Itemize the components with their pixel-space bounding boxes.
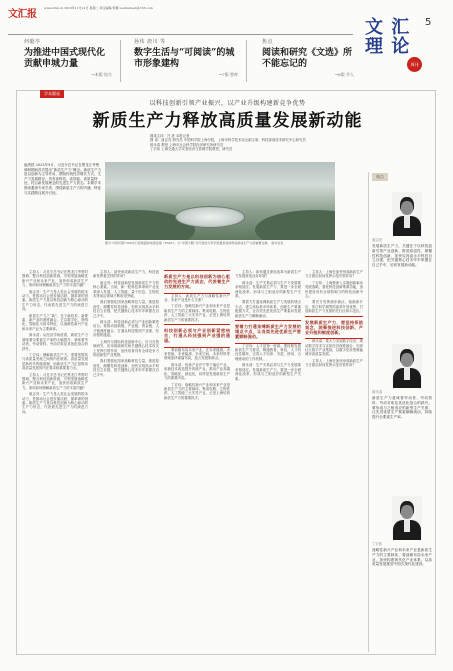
body-column-2 xyxy=(93,270,159,650)
body-paragraph: 主持人：如何通过深化改革为新质生产力发展营造良好环境？ xyxy=(235,270,301,279)
pull-quote: 发展新质生产力，要坚持系统观念，统筹推进科技创新、产业升级和制度创新。 xyxy=(305,316,363,340)
body-paragraph: 新质生产力之“新”，在于新技术、新要素、新产业的深度融合。它以数字化、网络化、智能化为基本特征，以战略性新兴产业和未来产业为主要载体。 xyxy=(22,313,88,331)
expert-portrait-2 xyxy=(392,344,422,388)
article-headline[interactable]: 新质生产力释放高质量发展新动能 xyxy=(92,111,363,131)
portrait-shirt xyxy=(404,520,410,532)
body-paragraph: 要着力打通束缚新质生产力发展的堵点卡点，建立高标准市场体系，创新生产要素配置方式，让各类先进优质生产要素向发展新质生产力顺畅流动。 xyxy=(235,300,301,318)
teaser-divider xyxy=(120,40,121,82)
teaser-ref: →7版·智库 xyxy=(218,72,238,77)
expert-portrait-1 xyxy=(392,192,422,236)
teaser-title: 阅读和研究《文选》所不能忘记的 xyxy=(262,48,353,69)
teaser-3[interactable] xyxy=(262,38,354,84)
body-paragraph: 丁宏伟：理解新质生产力，需要把握其与高质量发展之间的内在联系。高质量发展是新时代的硬道理，而新质生产力正是推动高质量发展的内在要求和重要着力点。 xyxy=(22,352,88,371)
expert-quote-2: 新质生产力意味着劳动者、劳动资料、劳动对象及其优化组合的跃升，要形成与之相适应的新型生产关系，让先进优质生产要素顺畅流动，持续提升全要素生产率。 xyxy=(372,396,432,420)
body-paragraph: 我们要强化国家战略科技力量，推进原创性、颠覆性科技创新，加快实现高水平科技自立自强，把关键核心技术牢牢掌握在自己手中。 xyxy=(93,359,159,377)
body-column-4 xyxy=(235,270,301,650)
newspaper-logo: 文汇报 xyxy=(8,9,37,20)
teaser-1[interactable] xyxy=(24,38,112,84)
byline-line: 圆 桌：唐志亮 研究员 中国科学院上海分院，上海市科学技术协会副主席，科技部高技术研究中心研究员 xyxy=(150,138,306,143)
body-paragraph: 主持人：习近平总书记在黑龙江考察时强调，整合科技创新资源，引领发展战略性新兴产业和未来产业，加快形成新质生产力。请问如何理解新质生产力的丰富内涵？ xyxy=(22,270,88,288)
teaser-author: 何毅亭 xyxy=(24,39,41,45)
expert-quote-3: 战略性新兴产业和未来产业是新质生产力的主要载体，要前瞻布局未来产业，加快构建现代化产业体系，以高质量发展推进中国式现代化建设。 xyxy=(372,548,432,567)
pull-quote: 要着力打通束缚新质生产力发展的堵点卡点，让各类先进优质生产要素顺畅流动。 xyxy=(235,320,301,344)
teaser-author: 焦点 xyxy=(262,39,274,45)
teaser-ref: →本版·综合 xyxy=(91,72,112,77)
portrait-face xyxy=(401,353,413,367)
body-column-5 xyxy=(305,270,363,650)
body-paragraph: 主持人：上海在加快形成新质生产力方面应如何发挥示范引领作用？ xyxy=(305,358,363,368)
body-paragraph: 薛永清：从经济学角度看，新质生产力意味着全要素生产率的大幅提升，意味着劳动者、劳动资料、劳动对象及其优化组合的跃升。 xyxy=(22,333,88,351)
pull-quote: 新质生产力是以科技创新为核心驱动的先进生产力质态，代表着生产力发展的方向。 xyxy=(164,270,230,294)
section-badge: 学术圆桌 xyxy=(40,90,64,98)
body-paragraph: 我们要强化国家战略科技力量，推进原创性、颠覆性科技创新，加快实现高水平科技自立自强，把关键核心技术牢牢掌握在自己手中。 xyxy=(93,300,159,318)
page-number: 5 xyxy=(425,17,432,28)
body-paragraph: 丁宏伟：上海要深入实施创新驱动发展战略，强化科技创新策源功能，加快建设具有全球影响力的科技创新中心。 xyxy=(305,280,363,299)
teaser-divider xyxy=(246,40,247,82)
fast-telescope-dish xyxy=(175,206,245,228)
teaser-author: 孙伟 唐川 等 xyxy=(134,39,166,45)
expert-quote-1: 发展新质生产力，关键在于以科技创新引领产业创新，推进原创性、颠覆性科技创新，加快实现高水平科技自立自强，把关键核心技术牢牢掌握在自己手中，培育发展新动能。 xyxy=(372,244,432,268)
portrait-shirt xyxy=(404,368,410,380)
portrait-face xyxy=(401,201,413,215)
weekly-seal: 周刊 xyxy=(407,57,422,72)
teaser-ref: →8版·学人 xyxy=(334,72,354,77)
section-brand-line1: 文 汇 xyxy=(365,17,411,38)
body-paragraph: 唐志亮：生产力是人类社会发展的根本动力，是推动社会进步最活跃、最革命的因素。新质生产力是以科技创新为核心驱动的生产力形态，代表着先进生产力的演进方向。 xyxy=(22,289,88,312)
byline-line: 圆桌主持：吕 进 本报记者 xyxy=(150,134,190,138)
body-paragraph: 丁宏伟：人才是第一资源。要按照发展新质生产力要求，畅通教育、科技、人才的良性循环，完善人才培养、引进、使用、合理流动的工作机制。 xyxy=(235,343,301,361)
body-paragraph: 薛永清：生产关系必须与生产力发展要求相适应。发展新质生产力，要进一步全面深化改革，形成与之相适应的新型生产关系。 xyxy=(235,280,301,299)
teaser-2[interactable] xyxy=(134,38,238,84)
byline-line: 丁宏伟 上海交通大学安泰经济与管理学院教授，研究员 xyxy=(150,147,233,152)
section-brand-line2: 理 论 xyxy=(365,36,411,57)
sidebar-tag: 观点 xyxy=(372,173,388,181)
expert-name-2: 薛永清 xyxy=(372,390,383,394)
body-paragraph: 唐志亮：科技创新是发展新质生产力的核心要素。当前，新一轮科技革命和产业变革深入发展，人工智能、量子信息、生物技术等前沿领域不断取得突破。 xyxy=(93,280,159,299)
body-paragraph: 丁宏伟：战略性新兴产业和未来产业是新质生产力的主要载体。集成电路、生物医药、人工智能三大先导产业，正是上海培育新质生产力的重要抓手。 xyxy=(164,304,230,322)
section-brand xyxy=(365,18,423,56)
body-paragraph: 丁宏伟：战略性新兴产业和未来产业是新质生产力的主要载体。集成电路、生物医药、人工智能三大先导产业，正是上海培育新质生产力的重要抓手。 xyxy=(164,382,230,400)
byline-line: 薛永清 教授 上海市社会科学院经济研究所研究员 xyxy=(150,142,224,147)
teaser-title: 为推进中国式现代化贡献申城力量 xyxy=(24,48,106,69)
photo-hill-right xyxy=(255,210,335,240)
body-paragraph: 薛永清：传统产业并不等于落后产业。用新技术改造提升传统产业，推动产业高端化、智能化、绿色化，同样是发展新质生产力的重要内容。 xyxy=(164,362,230,381)
article-byline xyxy=(150,134,350,152)
teaser-title: 数字生活与“可阅读”的城市形象建构 xyxy=(134,48,235,69)
body-paragraph: 上海作为国际科技创新中心，应当在基础研究、应用基础研究和关键核心技术攻关上发挥引领作用，加快培育具有全球竞争力的创新型产业集群。 xyxy=(93,339,159,357)
photo-caption: 图为“中国天眼”500米口径球面射电望远镜（FAST）。以“中国天眼”为代表的大科学装置是加快形成新质生产力的重要支撑。 新华社发 xyxy=(105,241,284,245)
expert-name-3: 丁宏伟 xyxy=(372,542,383,546)
article-kicker: 以科技创新引领产业振兴，以产业升级构建新竞争优势 xyxy=(149,100,306,107)
body-paragraph: 要充分发挥浦东新区、临港新片区、张江科学城等的改革开放优势，打造新质生产力发展的先行区和示范区。 xyxy=(305,300,363,314)
portrait-shirt xyxy=(404,216,410,228)
body-column-3 xyxy=(164,270,230,650)
body-paragraph: 薛永清：要大力发展数字经济，推动数字技术与实体经济深度融合，培育壮大数字产业集群，以数字化转型赋能城市高质量发展。 xyxy=(305,339,363,357)
body-column-1 xyxy=(22,270,88,650)
body-paragraph: 主持人：新质生产力与战略性新兴产业、未来产业是什么关系？ xyxy=(164,293,230,303)
editor-note: 编者按 2023年9月，习近平总书记在黑龙江考察调研期间首次提出“新质生产力”概念。新质生产力是以创新为主导作用，摆脱传统经济增长方式、生产力发展路径，具有高科技、高效能、高质量特征，符合新发展理念的先进生产力质态。本期学术圆桌邀请专家学者，围绕新质生产力的内涵、特征与实践路径展开讨论。 xyxy=(24,163,102,195)
body-paragraph: 主持人：习近平总书记在黑龙江考察时强调，整合科技创新资源，引领发展战略性新兴产业和未来产业，加快形成新质生产力。请问如何理解新质生产力的丰富内涵？ xyxy=(22,372,88,390)
portrait-face xyxy=(401,505,413,519)
body-paragraph: 薛永清：生产关系必须与生产力发展要求相适应。发展新质生产力，要进一步全面深化改革，形成与之相适应的新型生产关系。 xyxy=(235,363,301,381)
masthead-divider xyxy=(8,34,353,35)
expert-portrait-3 xyxy=(392,496,422,540)
issue-meta: www.whb.cn 2023年11月21日 星期二 责任编辑/李娜 wenhuiweb@163.com xyxy=(44,6,153,10)
expert-name-1: 唐志亮 xyxy=(372,238,383,242)
pull-quote: 科技创新必须与产业创新紧密结合，打通从科技强到产业强的通道。 xyxy=(164,324,230,348)
body-paragraph: 薛永清：科技创新必须与产业创新紧密结合。要推动创新链、产业链、资金链、人才链深度融合，打通从科技强到产业强、经济强的通道。 xyxy=(93,320,159,338)
body-paragraph: 要前瞻布局未来产业，在未来健康、未来智能、未来能源、未来空间、未来材料等领域加快谋篇布局，抢占发展制高点。 xyxy=(164,347,230,361)
telescope-photo[interactable] xyxy=(105,162,335,240)
body-paragraph: 主持人：加快形成新质生产力，科技创新发挥着怎样的作用？ xyxy=(93,270,159,279)
body-paragraph: 唐志亮：生产力是人类社会发展的根本动力，是推动社会进步最活跃、最革命的因素。新质生产力是以科技创新为核心驱动的生产力形态，代表着先进生产力的演进方向。 xyxy=(22,392,88,414)
body-paragraph: 主持人：上海在加快形成新质生产力方面应如何发挥示范引领作用？ xyxy=(305,270,363,279)
